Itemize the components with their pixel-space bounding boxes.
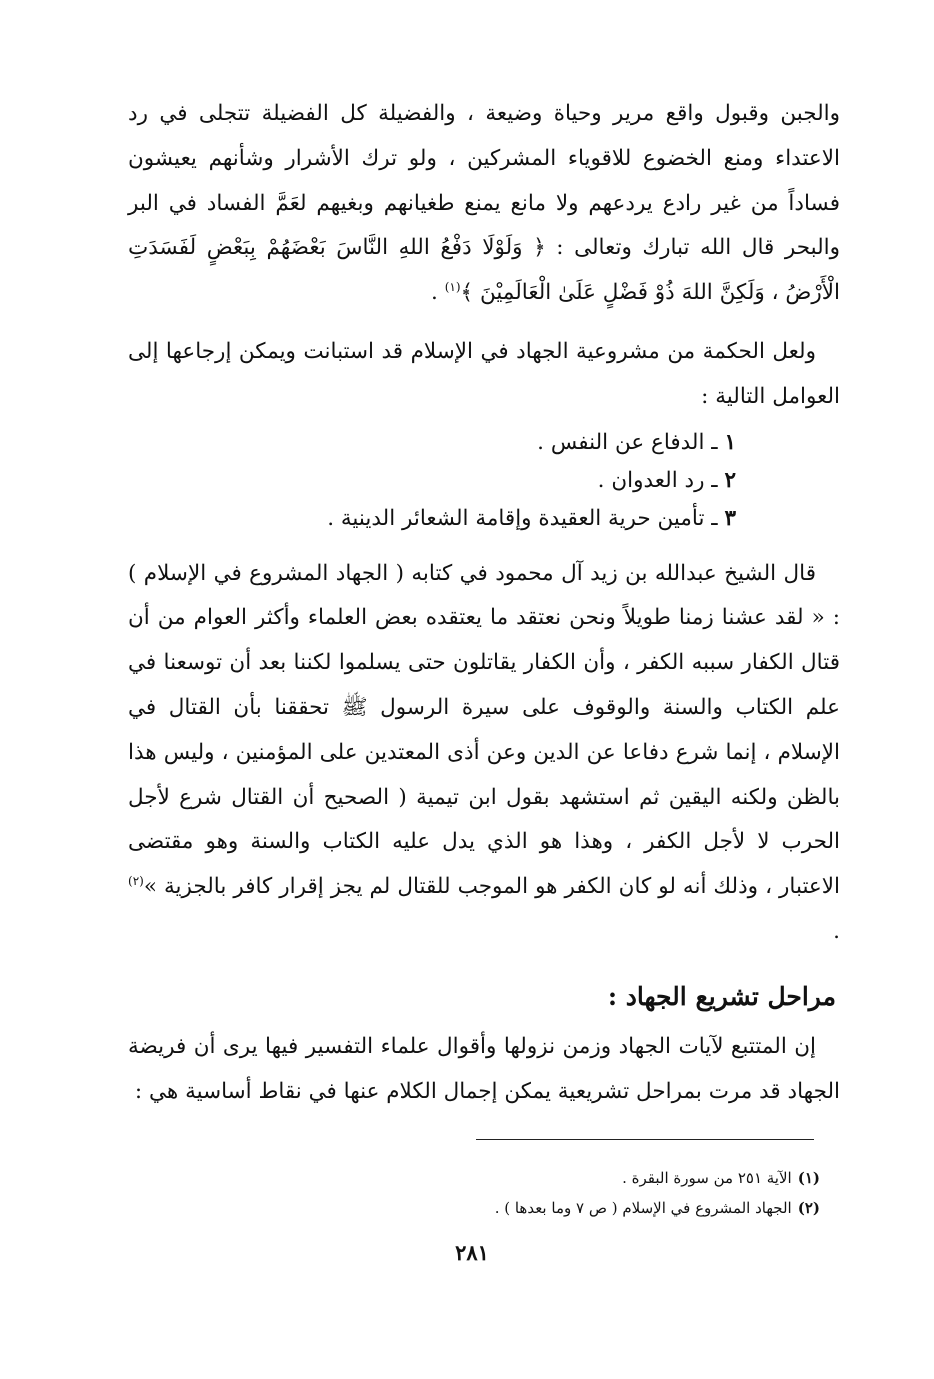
- factors-list: [128, 424, 840, 538]
- list-item-text: ـ رد العدوان .: [597, 467, 718, 493]
- footnote-divider: [476, 1139, 814, 1140]
- list-item: [128, 424, 840, 462]
- page-body: [128, 92, 840, 1114]
- paragraph-2: ولعل الحكمة من مشروعية الجهاد في الإسلام قد استبانت ويمكن إرجاعها إلى العوامل التالية :: [128, 338, 840, 409]
- list-item-number: ٣: [724, 505, 736, 531]
- list-item-number: ١: [724, 429, 736, 455]
- paragraph-1-text: والجبن وقبول واقع مرير وحياة وضيعة ، والفضيلة كل الفضيلة تتجلى في رد الاعتداء ومنع الخضوع للاقوياء المشركين ، ولو ترك الأشرار وشأنهم يعيشون فساداً من غير رادع يردعهم ولا مانع يمنع طغيانهم وبغيهم لعَمَّ الفساد في البر والبحر قال الله تبارك وتعالى : ﴿ وَلَوْلَا دَفْعُ اللهِ النَّاسَ بَعْضَهُمْ بِبَعْضٍ لَفَسَدَتِ الْأَرْضُ ، وَلَكِنَّ اللهَ ذُوْ فَضْلٍ عَلَىٰ الْعَالَمِيْنَ ﴾: [128, 101, 840, 306]
- paragraph-3-text: قال الشيخ عبدالله بن زيد آل محمود في كتابه ( الجهاد المشروع في الإسلام ) : « لقد عشنا زمنا طويلاً ونحن نعتقد ما يعتقده بعض العلماء وأكثر العوام من أن قتال الكفار سببه الكفر ، وأن الكفار يقاتلون حتى يسلموا لكننا بعد أن توسعنا في علم الكتاب والسنة والوقوف على سيرة الرسول ﷺ تحققنا بأن القتال في الإسلام ، إنما شرع دفاعا عن الدين وعن أذى المعتدين على المؤمنين ، وليس هذا بالظن ولكنه اليقين ثم استشهد بقول ابن تيمية ( الصحيح أن القتال شرع لأجل الحرب لا لأجل الكفر ، وهذا هو الذي يدل عليه الكتاب والسنة وهو مقتضى الاعتبار ، وذلك أنه لو كان الكفر هو الموجب للقتال لم يجز إقرار كافر بالجزية »: [128, 560, 840, 900]
- paragraph-1-end: .: [431, 280, 445, 306]
- list-item-text: ـ الدفاع عن النفس .: [537, 429, 718, 455]
- footnote-2: [300, 1193, 820, 1223]
- section-heading: مراحل تشريع الجهاد :: [607, 981, 836, 1011]
- paragraph-3-end: .: [833, 918, 840, 944]
- footnote-text: الجهاد المشروع في الإسلام ( ص ٧ وما بعدها ) .: [494, 1199, 792, 1217]
- list-item-text: ـ تأمين حرية العقيدة وإقامة الشعائر الدينية .: [327, 505, 718, 531]
- paragraph-3: [128, 552, 840, 955]
- list-item-number: ٢: [724, 467, 736, 493]
- footnote-ref-1: (١): [444, 280, 461, 295]
- footnote-number: (٢): [797, 1199, 820, 1217]
- footnotes: [300, 1163, 820, 1223]
- paragraph-4: إن المتتبع لآيات الجهاد وزمن نزولها وأقوال علماء التفسير فيها يرى أن فريضة الجهاد قد مرت بمراحل تشريعية يمكن إجمال الكلام عنها في نقاط أساسية هي :: [128, 1033, 840, 1104]
- footnote-text: الآية ٢٥١ من سورة البقرة .: [622, 1169, 792, 1187]
- footnote-ref-2: (٢): [128, 874, 144, 888]
- list-item: [128, 462, 840, 500]
- footnote-number: (١): [797, 1169, 820, 1187]
- page-number: ٢٨١: [455, 1240, 489, 1265]
- footnote-1: [300, 1163, 820, 1193]
- paragraph-1: [128, 92, 840, 316]
- list-item: [128, 500, 840, 538]
